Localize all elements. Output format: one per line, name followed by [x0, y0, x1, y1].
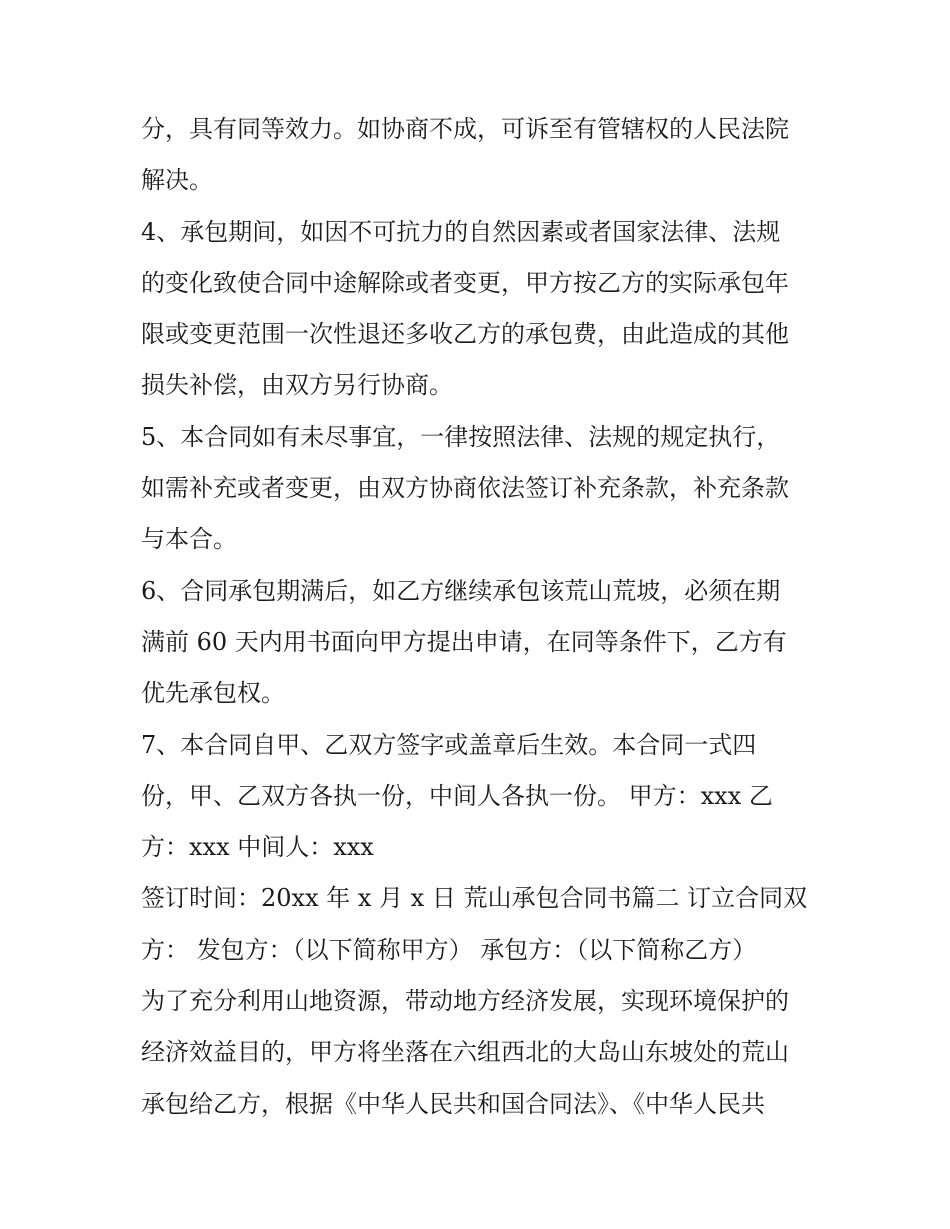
- text-line: 5、本合同如有未尽事宜，一律按照法律、法规的规定执行，: [141, 422, 781, 451]
- text-line: 7、本合同自甲、乙双方签字或盖章后生效。本合同一式四: [141, 730, 757, 759]
- text-line: 承包给乙方，根据《中华人民共和国合同法》、《中华人民共: [141, 1089, 765, 1118]
- text-line: 经济效益目的，甲方将坐落在六组西北的大岛山东坡处的荒山: [141, 1038, 789, 1067]
- text-line: 损失补偿，由双方另行协商。: [141, 371, 453, 400]
- text-line: 的变化致使合同中途解除或者变更，甲方按乙方的实际承包年: [141, 268, 789, 297]
- text-line: 与本合。: [141, 525, 237, 554]
- text-line: 4、承包期间，如因不可抗力的自然因素或者国家法律、法规: [141, 217, 781, 246]
- text-line: 方：xxx 中间人：xxx: [141, 833, 374, 862]
- text-line: 优先承包权。: [141, 679, 285, 708]
- document-body: [141, 104, 821, 1130]
- text-line: 为了充分利用山地资源，带动地方经济发展，实现环境保护的: [141, 987, 789, 1016]
- text-line: 6、合同承包期满后，如乙方继续承包该荒山荒坡，必须在期: [141, 576, 781, 605]
- text-line: 解决。: [141, 166, 213, 195]
- text-line: 签订时间：20xx 年 x 月 x 日 荒山承包合同书篇二 订立合同双: [141, 884, 808, 913]
- text-line: 份，甲、乙双方各执一份，中间人各执一份。 甲方：xxx 乙: [141, 781, 773, 810]
- text-line: 分，具有同等效力。如协商不成，可诉至有管辖权的人民法院: [141, 115, 789, 143]
- text-line: 方： 发包方：（以下简称甲方） 承包方：（以下简称乙方）: [141, 935, 757, 964]
- text-line: 限或变更范围一次性退还多收乙方的承包费，由此造成的其他: [141, 320, 789, 349]
- text-line: 如需补充或者变更，由双方协商依法签订补充条款，补充条款: [141, 474, 789, 503]
- text-line: 满前 60 天内用书面向甲方提出申请，在同等条件下，乙方有: [141, 627, 787, 656]
